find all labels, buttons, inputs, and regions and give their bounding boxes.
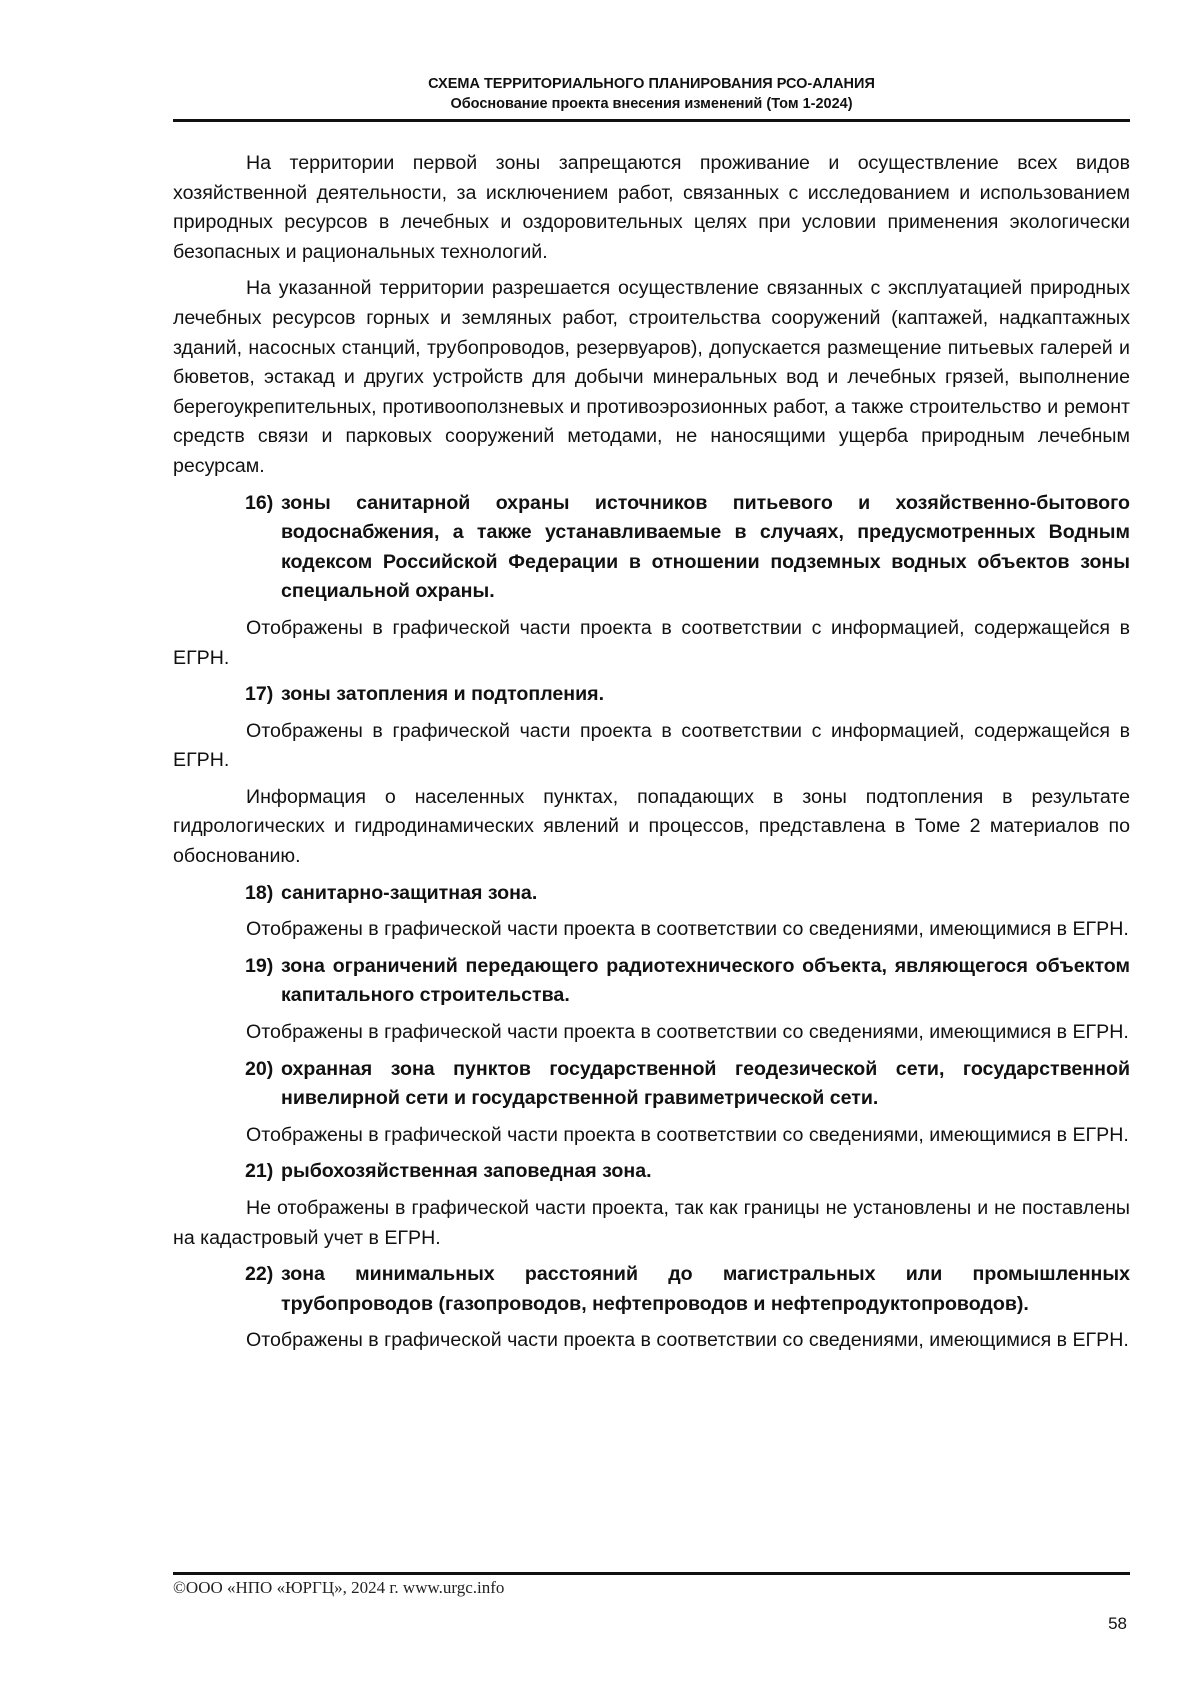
list-item-17: [173, 680, 1130, 710]
list-item-21: [173, 1157, 1130, 1187]
list-item-16: [173, 489, 1130, 607]
list-item-text: охранная зона пунктов государственной геодезической сети, государственной нивелирной сети и государственной гравиметрической сети.: [281, 1057, 1130, 1110]
page-number: 58: [1108, 1614, 1127, 1633]
list-item-20: [173, 1055, 1130, 1114]
list-item-text: зона минимальных расстояний до магистральных или промышленных трубопроводов (газопроводов, нефтепроводов и нефтепродуктопроводов).: [281, 1263, 1130, 1315]
list-item-text: рыбохозяйственная заповедная зона.: [281, 1160, 652, 1183]
list-item-text: зоны санитарной охраны источников питьевого и хозяйственно-бытового водоснабжения, а также устанавливаемые в случаях, предусмотренных Водным кодексом Российской Федерации в отношении подземных водных объектов зоны специальной охраны.: [281, 491, 1130, 603]
footer-copyright: ©ООО «НПО «ЮРГЦ», 2024 г. www.urgc.info: [173, 1578, 505, 1597]
paragraph: Отображены в графической части проекта в соответствии с информацией, содержащейся в ЕГРН.: [173, 616, 1130, 669]
footer-divider: [173, 1572, 1130, 1575]
list-item-number: 22): [245, 1263, 274, 1286]
document-body: [173, 149, 1130, 1363]
list-item-number: 18): [245, 881, 274, 904]
list-item-22: [173, 1260, 1130, 1319]
paragraph: Отображены в графической части проекта в соответствии со сведениями, имеющимися в ЕГРН.: [246, 1123, 1129, 1146]
list-item-number: 20): [245, 1057, 274, 1080]
page-header: [173, 74, 1130, 114]
paragraph: Отображены в графической части проекта в соответствии с информацией, содержащейся в ЕГРН.: [173, 719, 1130, 772]
paragraph: Отображены в графической части проекта в соответствии со сведениями, имеющимися в ЕГРН.: [246, 1021, 1129, 1044]
header-subtitle: Обоснование проекта внесения изменений (Том 1-2024): [450, 96, 853, 112]
header-title: СХЕМА ТЕРРИТОРИАЛЬНОГО ПЛАНИРОВАНИЯ РСО-АЛАНИЯ: [428, 76, 875, 92]
header-divider: [173, 119, 1130, 122]
paragraph: Информация о населенных пунктах, попадающих в зоны подтопления в результате гидрологических и гидродинамических явлений и процессов, представлена в Томе 2 материалов по обоснованию.: [173, 785, 1130, 868]
paragraph: На указанной территории разрешается осуществление связанных с эксплуатацией природных лечебных ресурсов горных и земляных работ, строительства сооружений (каптажей, надкаптажных зданий, насосных станций, трубопроводов, резервуаров), допускается размещение питьевых галерей и бюветов, эстакад и других устройств для добычи минеральных вод и лечебных грязей, выполнение берегоукрепительных, противооползневых и противоэрозионных работ, а также строительство и ремонт средств связи и парковых сооружений методами, не наносящими ущерба природным лечебным ресурсам.: [173, 277, 1130, 477]
list-item-number: 21): [245, 1160, 274, 1183]
paragraph: На территории первой зоны запрещаются проживание и осуществление всех видов хозяйственной деятельности, за исключением работ, связанных с исследованием и использованием природных ресурсов в лечебных и оздоровительных целях при условии применения экологически безопасных и рациональных технологий.: [173, 152, 1130, 263]
list-item-number: 17): [245, 683, 274, 706]
list-item-number: 16): [245, 491, 274, 514]
list-item-text: зоны затопления и подтопления.: [281, 683, 605, 706]
list-item-number: 19): [245, 954, 274, 977]
list-item-text: санитарно-защитная зона.: [281, 881, 538, 904]
paragraph: Не отображены в графической части проекта, так как границы не установлены и не поставлены на кадастровый учет в ЕГРН.: [173, 1197, 1130, 1249]
list-item-18: [173, 879, 1130, 909]
paragraph: Отображены в графической части проекта в соответствии со сведениями, имеющимися в ЕГРН.: [246, 1329, 1129, 1352]
list-item-19: [173, 952, 1130, 1011]
list-item-text: зона ограничений передающего радиотехнического объекта, являющегося объектом капитального строительства.: [281, 954, 1130, 1007]
paragraph: Отображены в графической части проекта в соответствии со сведениями, имеющимися в ЕГРН.: [246, 918, 1129, 941]
